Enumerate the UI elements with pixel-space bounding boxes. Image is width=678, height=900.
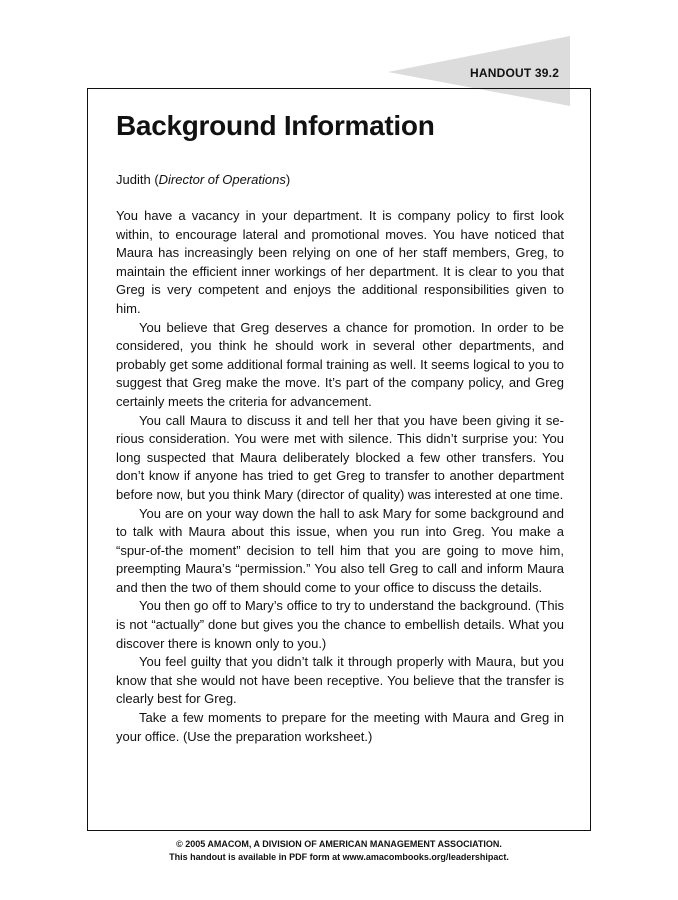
byline-name: Judith <box>116 172 151 187</box>
paragraph-7: Take a few moments to prepare for the meeting with Maura and Greg in your office. (Use the preparation worksheet.) <box>116 710 564 744</box>
paragraph-4: You are on your way down the hall to ask Mary for some background and to talk with Maura about this issue, when you run into Greg. You make a “spur-of-the moment” decision to tell him that you are going to move him, preempting Maura’s “permission.” You also tell Greg to call and inform Maura and then the two of them should come to your office to discuss the details. <box>116 505 564 595</box>
pdf-availability-line: This handout is available in PDF form at www.amacombooks.org/leadershipact. <box>169 852 509 862</box>
body-text <box>116 207 564 746</box>
handout-number: HANDOUT 39.2 <box>470 66 560 80</box>
byline-open-paren: ( <box>150 172 159 187</box>
paragraph-5: You then go off to Mary’s office to try to understand the background. (This is not “actually” done but gives you the chance to embellish details. What you discover there is known only to you.) <box>116 598 564 651</box>
byline-close-paren: ) <box>285 172 291 187</box>
byline-role: Director of Operations <box>158 172 286 187</box>
copyright-line: © 2005 AMACOM, A DIVISION OF AMERICAN MANAGEMENT ASSOCIATION. <box>176 839 502 849</box>
paragraph-6: You feel guilty that you didn’t talk it through properly with Maura, but you know that she would not have been receptive. You believe that the transfer is clearly best for Greg. <box>116 654 564 707</box>
paragraph-2: You believe that Greg deserves a chance for promotion. In order to be considered, you think he should work in several other departments, and probably get some additional formal training as well. It seems logical to you to suggest that Greg make the move. It’s part of the company policy, and Greg certainly meets the criteria for advancement. <box>116 319 564 409</box>
page-title: Background Information <box>116 110 435 141</box>
paragraph-3: You call Maura to discuss it and tell her that you have been giving it serious consideration. You were met with silence. This didn’t surprise you: You long suspected that Maura deliberately blocked a few other transfers. You don’t know if anyone has tried to get Greg to transfer to another department before now, but you think Mary (director of quality) was interested at one time. <box>116 412 564 502</box>
copyright-footer <box>0 838 678 864</box>
paragraph-1: You have a vacancy in your department. It is company policy to first look within, to encourage lateral and promotional moves. You have noticed that Maura has increasingly been relying on one of her staff members, Greg, to maintain the efficient inner workings of her department. It is clear to you that Greg is very competent and enjoys the additional responsibilities given to him. <box>116 208 564 316</box>
role-byline <box>116 172 290 187</box>
